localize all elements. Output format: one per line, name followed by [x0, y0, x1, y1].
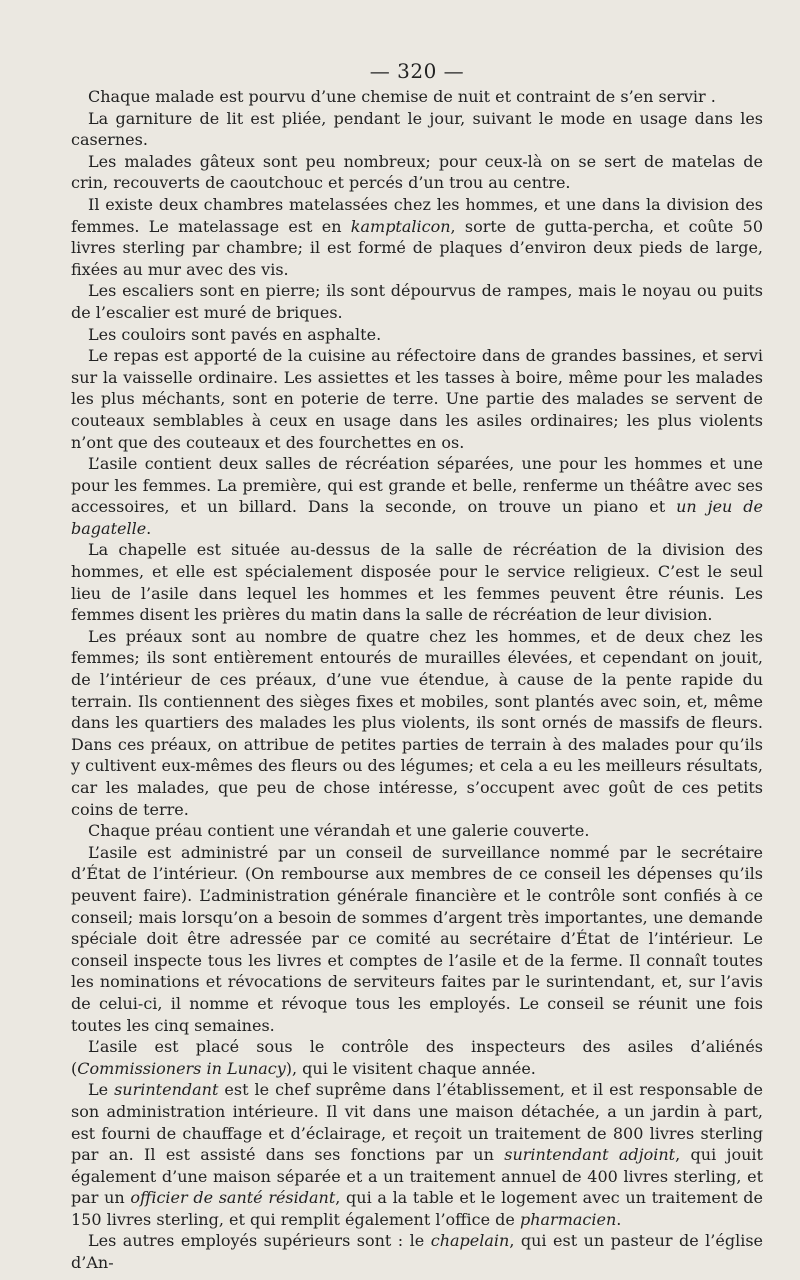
paragraph-verandah: Chaque préau contient une vérandah et une galerie couverte.	[88, 821, 590, 841]
paragraph-stairs: Les escaliers sont en pierre; ils sont dépourvus de rampes, mais le noyau ou puits de l’escalier est muré de briques.	[71, 281, 763, 322]
body-text	[71, 86, 763, 1274]
paragraph-nightshirt: Chaque malade est pourvu d’une chemise de nuit et contraint de s’en servir .	[88, 87, 716, 106]
paragraph-airing-courts: Les préaux sont au nombre de quatre chez les hommes, et de deux chez les femmes; ils sont entièrement entourés de murailles élevées, et cependant on jouit, de l’intérieur de ces préaux, d’une vue étendue, à cause de la pente rapide du terrain. Ils contiennent des sièges fixes et mobiles, sont plantés avec soin, et, même dans les quartiers des malades les plus violents, ils sont ornés de massifs de fleurs. Dans ces préaux, on attribue de petites parties de terrain à des malades pour qu’ils y cultivent eux-mêmes des fleurs ou des légumes; et cela a eu les meilleurs résultats, car les malades, que peu de chose intéresse, s’occupent avec goût de ces petits coins de terre.	[71, 626, 763, 819]
paragraph-corridors: Les couloirs sont pavés en asphalte.	[88, 324, 382, 344]
paragraph-chapel: La chapelle est située au-dessus de la salle de récréation de la division des hommes, et elle est spécialement disposée pour le service religieux. C’est le seul lieu de l’asile dans lequel les hommes et les femmes peuvent être réunis. Les femmes disent les prières du matin dans la salle de récréation de leur division.	[71, 540, 763, 625]
paragraph-incontinent-patients: Les malades gâteux sont peu nombreux; pour ceux-là on se sert de matelas de crin, recouverts de caoutchouc et percés d’un trou au centre.	[71, 151, 763, 193]
paragraph-bedding: La garniture de lit est pliée, pendant le jour, suivant le mode en usage dans les casernes.	[71, 108, 763, 150]
paragraph-administration: L’asile est administré par un conseil de surveillance nommé par le secrétaire d’État de l’intérieur. (On rembourse aux membres de ce conseil les dépenses qu’ils peuvent faire). L’administration générale financière et le contrôle sont confiés à ce conseil; mais lorsqu’on a besoin de sommes d’argent très importantes, une demande spéciale doit être adressée par ce comité au secrétaire d’État de l’intérieur. Le conseil inspecte tous les livres et comptes de l’asile et de la ferme. Il connaît toutes les nominations et révocations de serviteurs faites par le surintendant, et, sur l’avis de celui-ci, il nomme et révoque tous les employés. Le conseil se réunit une fois toutes les cinq semaines.	[71, 842, 763, 1035]
paragraph-padded-rooms: Il existe deux chambres matelassées chez les hommes, et une dans la division des femmes. Le matelassage est en kamptalicon, sorte de gutta-percha, et coûte 50 livres sterling par chambre; il est formé de plaques d’environ deux pieds de large, fixées au mur avec des vis.	[71, 194, 764, 279]
paragraph-inspectors: L’asile est placé sous le contrôle des inspecteurs des asiles d’aliénés (Commissioners in Lunacy), qui le visitent chaque année.	[71, 1037, 763, 1078]
paragraph-other-staff: Les autres employés supérieurs sont : le chapelain, qui est un pasteur de l’église d’An-	[71, 1231, 763, 1273]
paragraph-meals: Le repas est apporté de la cuisine au réfectoire dans de grandes bassines, et servi sur la vaisselle ordinaire. Les assiettes et les tasses à boire, même pour les malades les plus méchants, sont en poterie de terre. Une partie des malades se servent de couteaux semblables à ceux en usage dans les asiles ordinaires; les plus violents n’ont que des couteaux et des fourchettes en os.	[71, 346, 763, 452]
paragraph-recreation-rooms: L’asile contient deux salles de récréation séparées, une pour les hommes et une pour les femmes. La première, qui est grande et belle, renferme un théâtre avec ses accessoires, et un billard. Dans la seconde, on trouve un piano et un jeu de bagatelle.	[71, 454, 763, 538]
paragraph-superintendent: Le surintendant est le chef suprême dans l’établissement, et il est responsable de son administration intérieure. Il vit dans une maison détachée, a un jardin à part, est fourni de chauffage et d’éclairage, et reçoit un traitement de 800 livres sterling par an. Il est assisté dans ses fonctions par un surintendant adjoint, qui jouit également d’une maison séparée et a un traitement annuel de 400 livres sterling, et par un officier de santé résidant, qui a la table et le logement avec un traitement de 150 livres sterling, et qui remplit également l’office de pharmacien.	[71, 1080, 763, 1229]
page-number-header: — 320 —	[369, 59, 465, 83]
